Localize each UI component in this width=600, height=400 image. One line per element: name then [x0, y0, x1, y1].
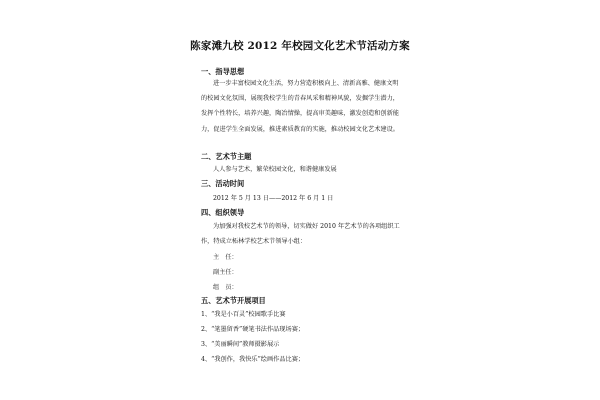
- project-item: 4、“我创作，我快乐”绘画作品比赛；: [201, 356, 305, 363]
- role-members: 组 员：: [213, 284, 238, 291]
- section-body-time: 2012 年 5 月 13 日——2012 年 6 月 1 日: [213, 195, 334, 202]
- role-deputy-director: 副主任：: [213, 269, 238, 276]
- section-body-guiding-ideology: 进一步丰富校园文化生活，努力营造积极向上、清新高雅、健康文明的校园文化氛围，展现我校学生的青春风采和精神风貌，发掘学生潜力，发挥个性特长，培养兴趣，陶冶情操，提高审美趣味，激发创造和创新能力，促进学生全面发展，推进素质教育的实施，推动校园文化艺术建设。: [201, 80, 399, 133]
- section-body-theme: 人人参与艺术，繁荣校园文化，和谐健康发展: [213, 166, 337, 173]
- section-heading-leadership: 四、组织领导: [201, 208, 245, 217]
- document-title: 陈家滩九校 2012 年校园文化艺术节活动方案: [190, 40, 410, 52]
- section-heading-guiding-ideology: 一、指导思想: [201, 67, 245, 76]
- project-item: 2、“笔墨留香”硬笔书法作品现场赛；: [201, 326, 305, 333]
- section-body-leadership: 为加强对我校艺术节的领导，切实做好 2010 年艺术节的各项组织工作，特成立柘林学校艺术节领导小组：: [201, 223, 400, 246]
- section-heading-projects: 五、艺术节开展项目: [201, 296, 266, 305]
- project-item: 3、“美丽瞬间”教师摄影展示: [201, 341, 280, 348]
- section-heading-time: 三、活动时间: [201, 179, 245, 188]
- role-director: 主 任：: [213, 254, 238, 261]
- project-item: 1、“我是小百灵”校园歌手比赛: [201, 311, 286, 318]
- section-heading-theme: 二、艺术节主题: [201, 152, 252, 161]
